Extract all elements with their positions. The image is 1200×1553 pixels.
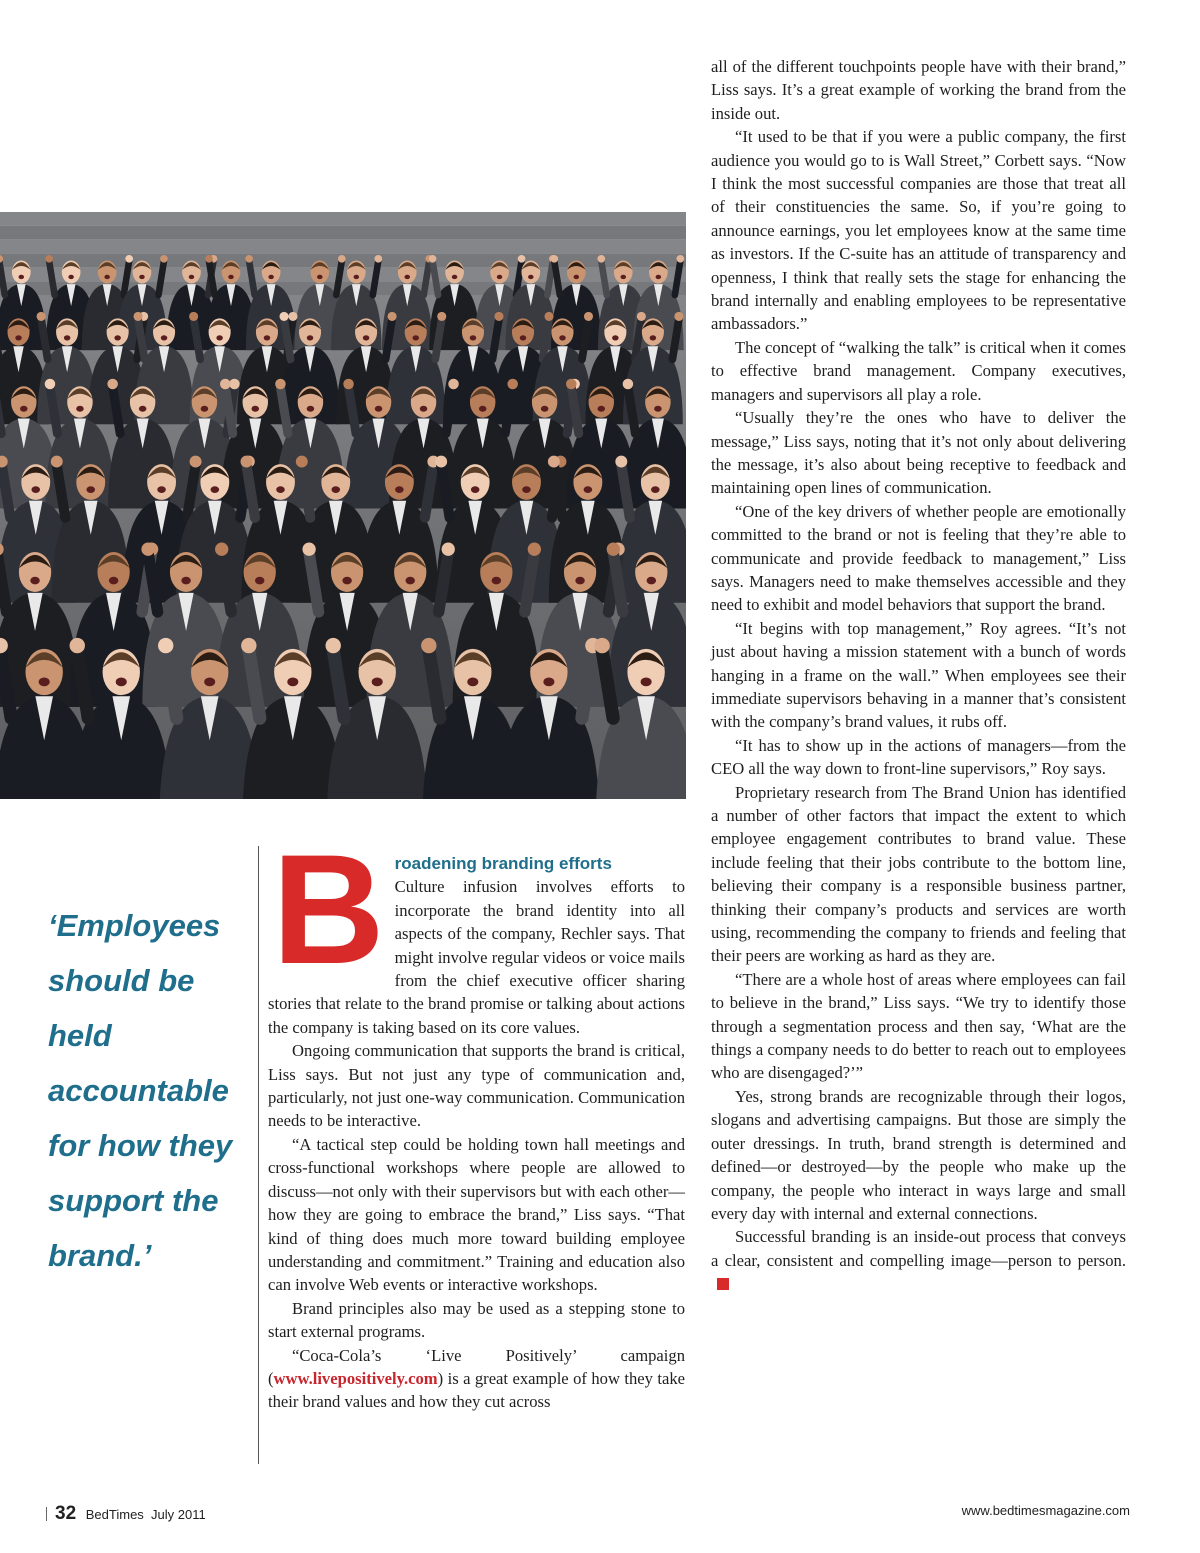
right-paragraph-2: The concept of “walking the talk” is critical when it comes to effective brand management. Company executives, managers and supervisors all play a role. xyxy=(711,337,1126,404)
middle-paragraph-2: “A tactical step could be holding town hall meetings and cross-functional workshops where people are allowed to discuss—not only with their supervisors but with each other—how they are going to embrace the brand,” Liss says. “That kind of thing does much more toward building employee understanding and commitment.” Training and education also can involve Web events or interactive workshops. xyxy=(268,1134,685,1295)
final-paragraph xyxy=(711,1225,1126,1295)
magazine-name: BedTimes xyxy=(85,1507,144,1522)
footer-website: www.bedtimesmagazine.com xyxy=(961,1503,1130,1518)
crowd-illustration xyxy=(0,212,686,799)
right-paragraph-3: “Usually they’re the ones who have to deliver the message,” Liss says, noting that it’s not only about delivering the message, it’s also about being receptive to feedback and maintaining open lines of communication. xyxy=(711,408,1126,498)
right-paragraph-1: “It used to be that if you were a public company, the first audience you would go to is Wall Street,” Corbett says. “Now I think the most successful companies are those that treat all of their constituencies the same. So, if you’re going to announce earnings, you let employees know at the same time as investors. If the C-suite has an attitude of transparency and openness, I think that really sets the stage for enhancing the brand internally and enabling employees to be representative ambassadors.” xyxy=(711,127,1126,334)
right-column xyxy=(711,55,1126,1296)
coke-text-after: ) is a great example of how they take their brand values and how they cut across xyxy=(268,1368,685,1412)
middle-paragraph-1: Ongoing communication that supports the brand is critical, Liss says. But not just any type of communication and, particularly, not just one-way communication. Communication needs to be interactive. xyxy=(268,1041,685,1131)
section-intro xyxy=(268,823,685,1039)
middle-column xyxy=(268,823,685,1414)
right-paragraph-9: Yes, strong brands are recognizable through their logos, slogans and advertising campaigns. But those are simply the outer dressings. In truth, brand strength is determined and defined—or destroyed—by the people who make up the company, the people who interact in ways large and small every day with internal and external connections. xyxy=(711,1086,1126,1223)
coke-text-before: “Coca-Cola’s ‘Live Positively’ campaign ( xyxy=(268,1345,685,1388)
page-number: 32 xyxy=(55,1503,77,1524)
right-paragraph-4: “One of the key drivers of whether people are emotionally committed to the brand or not is feeling that they’re able to communicate and provide feedback to management,” Liss says. Managers need to make themselves accessible and they need to exhibit and model behaviors that support the brand. xyxy=(711,501,1126,615)
right-paragraph-7: Proprietary research from The Brand Union has identified a number of other factors that impact the extent to which employee engagement contributes to brand value. These include feeling that their jobs contribute to the bottom line, believing their company is a responsible business partner, thinking their company’s products and services are worth using, recommending the company to friends and feeling that their peers are working as hard as they are. xyxy=(711,782,1126,966)
section-subhead: roadening branding efforts xyxy=(394,854,612,873)
final-paragraph-text: Successful branding is an inside-out process that conveys a clear, consistent and compelling image—person to person. xyxy=(711,1227,1126,1270)
right-paragraph-6: “It has to show up in the actions of managers—from the CEO all the way down to front-line supervisors,” Roy says. xyxy=(711,735,1126,779)
column-divider xyxy=(258,846,259,1464)
issue-date: July 2011 xyxy=(151,1507,206,1522)
right-paragraph-8: “There are a whole host of areas where employees can fail to believe in the brand,” Liss says. “We try to identify those through a segmentation process and then say, ‘What are the things a company needs to do better to reach out to employees who are disengaged?’” xyxy=(711,969,1126,1083)
end-mark-icon xyxy=(717,1278,729,1290)
coke-paragraph xyxy=(268,1344,685,1414)
crowd-photo xyxy=(0,212,686,799)
livepositively-link[interactable]: www.livepositively.com xyxy=(273,1368,438,1388)
footer-divider xyxy=(46,1507,47,1521)
footer-left xyxy=(46,1503,206,1525)
right-paragraph-5: “It begins with top management,” Roy agrees. “It’s not just about having a mission statement with a bunch of words hanging in a frame on the wall.” When employees see their immediate supervisors behaving in a manner that’s consistent with the company’s brand values, it rubs off. xyxy=(711,618,1126,732)
drop-cap: B xyxy=(272,823,385,997)
right-first-paragraph: all of the different touchpoints people have with their brand,” Liss says. It’s a great example of working the brand from the inside out. xyxy=(711,57,1126,123)
middle-paragraph-3: Brand principles also may be used as a stepping stone to start external programs. xyxy=(268,1298,685,1342)
section-first-paragraph: Culture infusion involves efforts to incorporate the brand identity into all aspects of the company, Rechler says. That might involve regular videos or voice mails from the chief executive officer sharing stories that relate to the brand promise or talking about actions the company is taking based on its core values. xyxy=(268,877,685,1037)
pull-quote: ‘Employees should be held accountable for how they support the brand.’ xyxy=(48,908,233,1273)
